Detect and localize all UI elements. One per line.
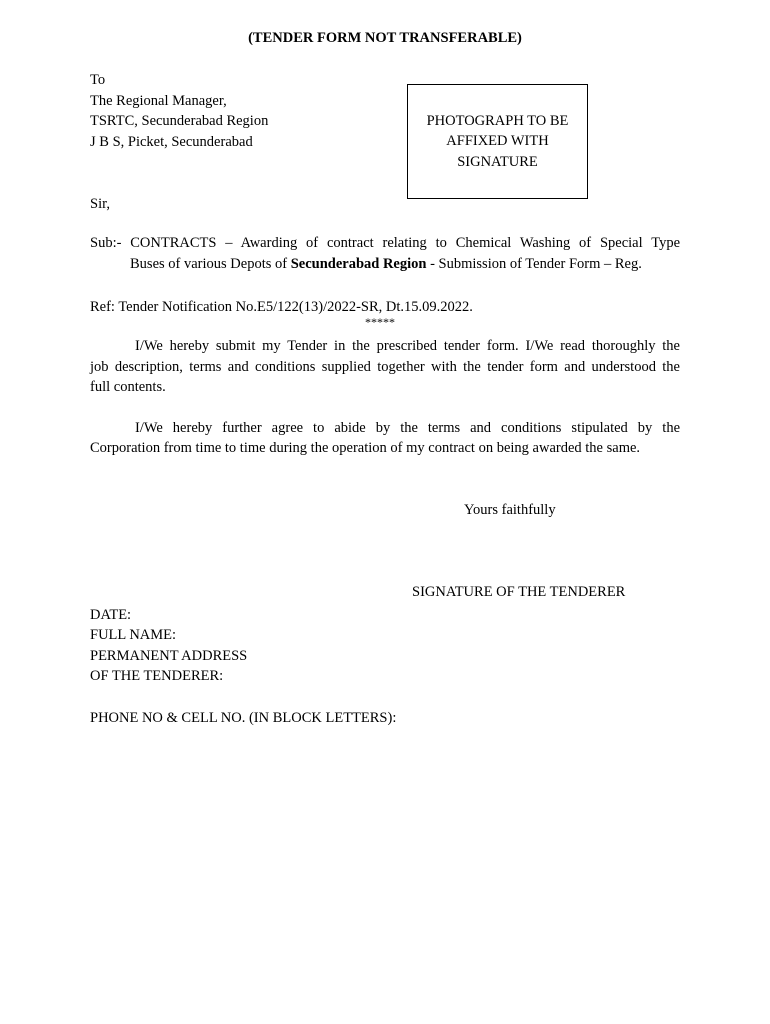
- field-full-name: FULL NAME:: [90, 627, 177, 643]
- subject-line-1: Sub:- CONTRACTS – Awarding of contract relating to Chemical Washing of Special Type: [90, 235, 680, 251]
- field-of-tenderer: OF THE TENDERER:: [90, 668, 224, 684]
- field-permanent-address: PERMANENT ADDRESS: [90, 648, 248, 664]
- photo-box-line-2: AFFIXED WITH: [446, 133, 549, 150]
- separator-stars: *****: [365, 315, 395, 329]
- closing-yours-faithfully: Yours faithfully: [464, 502, 556, 518]
- subject-prefix: Buses of various Depots of: [130, 256, 291, 272]
- subject-region: Secunderabad Region: [290, 256, 427, 272]
- salutation: Sir,: [90, 196, 110, 212]
- address-line-1: The Regional Manager,: [90, 93, 227, 109]
- para2-line-2: Corporation from time to time during the operation of my contract on being awarded the same.: [90, 440, 641, 456]
- para2-line-1: I/We hereby further agree to abide by the terms and conditions stipulated by the: [135, 420, 680, 436]
- para1-line-1: I/We hereby submit my Tender in the prescribed tender form. I/We read thoroughly the: [135, 338, 680, 354]
- form-title: (TENDER FORM NOT TRANSFERABLE): [248, 30, 522, 46]
- address-line-3: J B S, Picket, Secunderabad: [90, 134, 253, 150]
- address-line-2: TSRTC, Secunderabad Region: [90, 113, 269, 129]
- photo-box-line-3: SIGNATURE: [457, 153, 538, 170]
- subject-line-2: [130, 256, 642, 273]
- field-phone: PHONE NO & CELL NO. (IN BLOCK LETTERS):: [90, 710, 397, 726]
- subject-suffix: - Submission of Tender Form – Reg.: [426, 256, 642, 272]
- field-date: DATE:: [90, 607, 132, 623]
- reference-line: Ref: Tender Notification No.E5/122(13)/2022-SR, Dt.15.09.2022.: [90, 299, 473, 315]
- para1-line-3: full contents.: [90, 379, 166, 395]
- signature-label: SIGNATURE OF THE TENDERER: [412, 584, 626, 600]
- address-to: To: [90, 72, 106, 88]
- photo-box-line-1: PHOTOGRAPH TO BE: [426, 112, 569, 129]
- para1-line-2: job description, terms and conditions supplied together with the tender form and understood the: [90, 359, 680, 375]
- photograph-box: [407, 84, 588, 199]
